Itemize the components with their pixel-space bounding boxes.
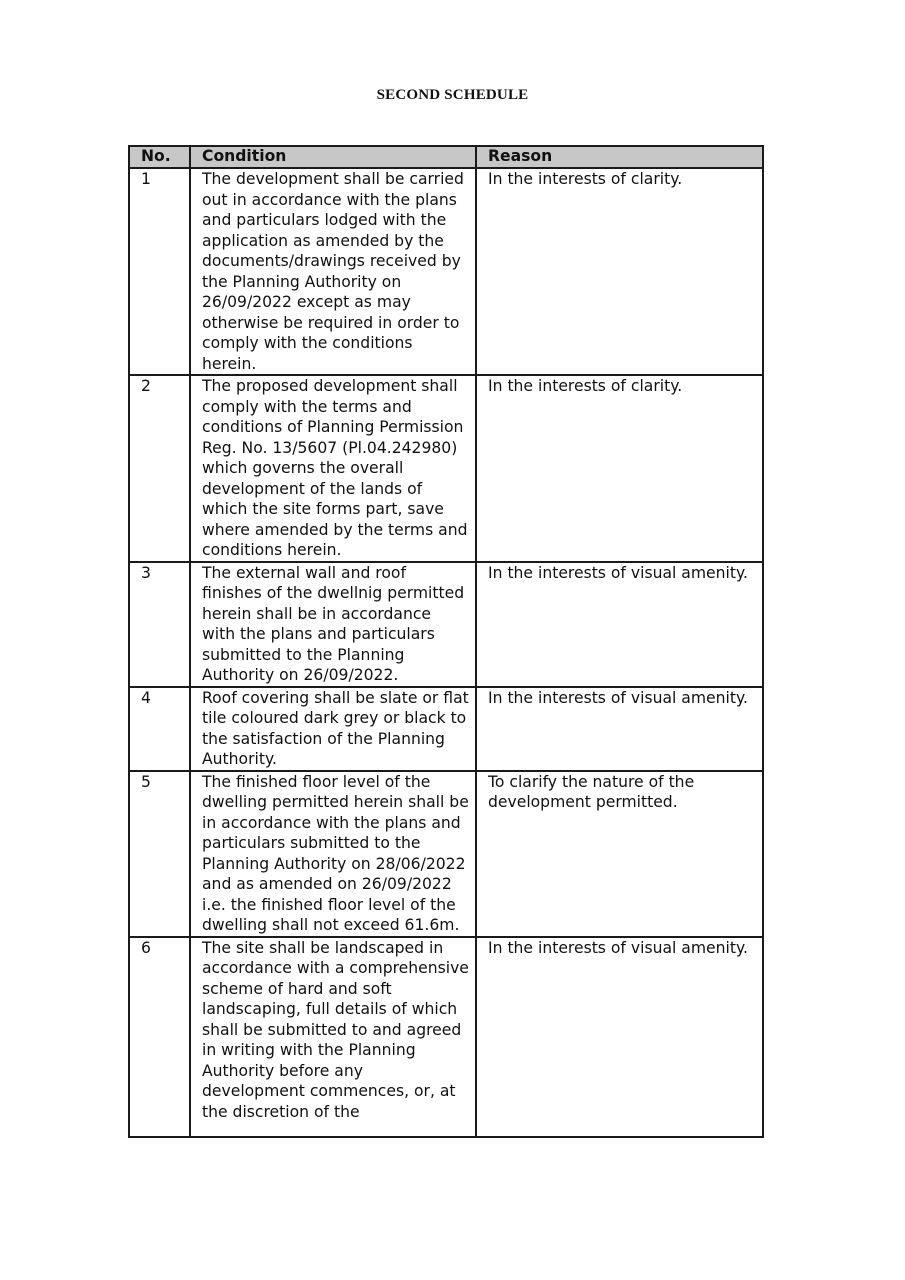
row-reason: In the interests of visual amenity. — [476, 687, 763, 771]
row-number: 1 — [129, 168, 190, 375]
row-condition: The development shall be carried out in accordance with the plans and particulars lodged with the application as amended by the documents/drawings received by the Planning Authority on 26/09/2022 except as may otherwise be required in order to comply with the conditions herein. — [190, 168, 476, 375]
row-number: 6 — [129, 937, 190, 1137]
row-reason: In the interests of visual amenity. — [476, 937, 763, 1137]
table-row — [129, 562, 763, 687]
row-number: 3 — [129, 562, 190, 687]
page-title: SECOND SCHEDULE — [376, 87, 529, 103]
table-row — [129, 937, 763, 1137]
row-number: 2 — [129, 375, 190, 562]
header-reason: Reason — [476, 146, 763, 168]
row-condition: Roof covering shall be slate or flat tile coloured dark grey or black to the satisfaction of the Planning Authority. — [190, 687, 476, 771]
row-condition: The site shall be landscaped in accordance with a comprehensive scheme of hard and soft landscaping, full details of which shall be submitted to and agreed in writing with the Planning Authority before any development commences, or, at the discretion of the — [190, 937, 476, 1137]
table-header-row — [129, 146, 763, 168]
row-number: 4 — [129, 687, 190, 771]
header-no: No. — [129, 146, 190, 168]
row-reason: In the interests of clarity. — [476, 375, 763, 562]
row-reason: To clarify the nature of the development permitted. — [476, 771, 763, 937]
schedule-table — [128, 145, 764, 1138]
table-row — [129, 168, 763, 375]
table-row — [129, 375, 763, 562]
header-condition: Condition — [190, 146, 476, 168]
row-reason: In the interests of clarity. — [476, 168, 763, 375]
row-condition: The external wall and roof finishes of the dwellnig permitted herein shall be in accordance with the plans and particulars submitted to the Planning Authority on 26/09/2022. — [190, 562, 476, 687]
table-row — [129, 771, 763, 937]
row-condition: The finished floor level of the dwelling permitted herein shall be in accordance with the plans and particulars submitted to the Planning Authority on 28/06/2022 and as amended on 26/09/2022 i.e. the finished floor level of the dwelling shall not exceed 61.6m. — [190, 771, 476, 937]
row-number: 5 — [129, 771, 190, 937]
row-condition: The proposed development shall comply with the terms and conditions of Planning Permission Reg. No. 13/5607 (Pl.04.242980) which governs the overall development of the lands of which the site forms part, save where amended by the terms and conditions herein. — [190, 375, 476, 562]
table-row — [129, 687, 763, 771]
row-reason: In the interests of visual amenity. — [476, 562, 763, 687]
